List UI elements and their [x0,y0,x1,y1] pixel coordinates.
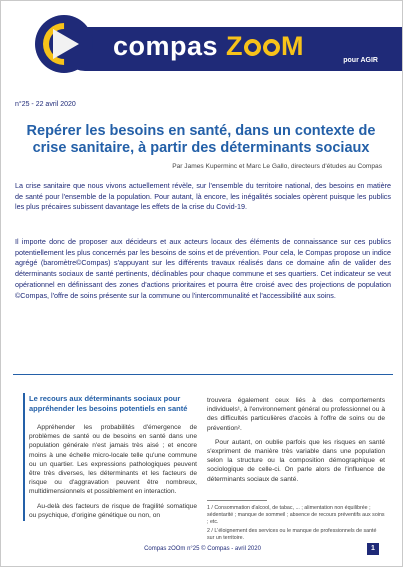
brand-zoom: Z M [226,31,305,61]
issue-number: n°25 - 22 avril 2020 [15,101,76,108]
compas-logo-icon [35,15,93,73]
article-title: Repérer les besoins en santé, dans un contexte de crise sanitaire, à partir des déterminants sociaux [26,123,376,156]
body-paragraph: Appréhender les probabilités d'émergence de problèmes de santé ou de besoins en santé dans une population générale n'est jamais très aisé ; et encore moins à une échelle micro-locale telle qu'une commune ou un quartier. Les expressions pathologiques peuvent être très diverses, les déterminants et les facteurs de risque ou d'aggravation peuvent être nombreux, multidimensionnels et possiblement en interaction. [29,424,197,496]
right-column [207,396,385,489]
section-divider [13,374,393,375]
intro-paragraph: La crise sanitaire que nous vivons actuellement révèle, sur l'ensemble du territoire national, des besoins en matière de santé pour l'ensemble de la population. Pour autant, là encore, les inégalités sociales opèrent puisque les publics les plus précaires subissent davantage les effets de la crise du Covid-19. [15,181,391,212]
brand-compas: compas [113,31,219,61]
sidebox-accent-bar [23,393,25,521]
footnotes [207,505,385,543]
left-column [29,423,197,525]
zoom-o-icon [244,39,261,56]
authors: Par James Kuperminc et Marc Le Gallo, directeurs d'études au Compas [172,163,382,170]
tagline: pour AGIR [343,57,378,64]
header [1,1,403,89]
page-number: 1 [367,543,379,555]
footnote: 2 / L'éloignement des services ou le manque de professionnels de santé sur un territoire. [207,527,377,541]
footnote-rule [207,500,267,501]
zoom-o-icon [263,39,280,56]
section-heading: Le recours aux déterminants sociaux pour appréhender les besoins potentiels en santé [29,394,188,413]
brand-title [113,31,304,62]
page-footer: Compas zOOm n°25 © Compas - avril 2020 [144,546,261,552]
body-paragraph: Au-delà des facteurs de risque de fragilité somatique ou psychique, d'origine génétique ou non, on [29,502,197,519]
footnote: 1 / Consommation d'alcool, de tabac, ... ; alimentation non équilibrée ; sédentarité ; manque de sommeil ; absence de recours préventifs aux soins ; etc. [207,505,385,526]
body-paragraph: trouvera également ceux liés à des comportements individuels¹, à l'environnement général ou professionnel ou à des difficultés particulières d'accès à l'offre de soins ou de prévention². [207,397,385,432]
intro-paragraph: Il importe donc de proposer aux décideurs et aux acteurs locaux des éléments de connaissance sur ces publics potentiellement les plus concernés par les besoins de soins et de prévention. Pour cela, le Compas propose un indice agrégé (baromètre©Compas) s'appuyant sur les différents travaux réalisés dans ce domaine afin de valider des déterminants sociaux de santé pertinents, déclinables pour chaque commune et ses quartiers. Cet indicateur se veut opérationnel en définissant des zones d'actions prioritaires et pourra être croisé avec des projections de population ©Compas, l'offre de soins présente sur la commune ou l'intercommunalité et l'accessibilité aux soins. [15,237,391,300]
body-paragraph: Pour autant, on oublie parfois que les risques en santé s'expriment de manière très variable dans une population selon la structure ou la composition démographique et sociologique de celle-ci. On parle alors de l'influence de déterminants sociaux de santé. [207,438,385,483]
